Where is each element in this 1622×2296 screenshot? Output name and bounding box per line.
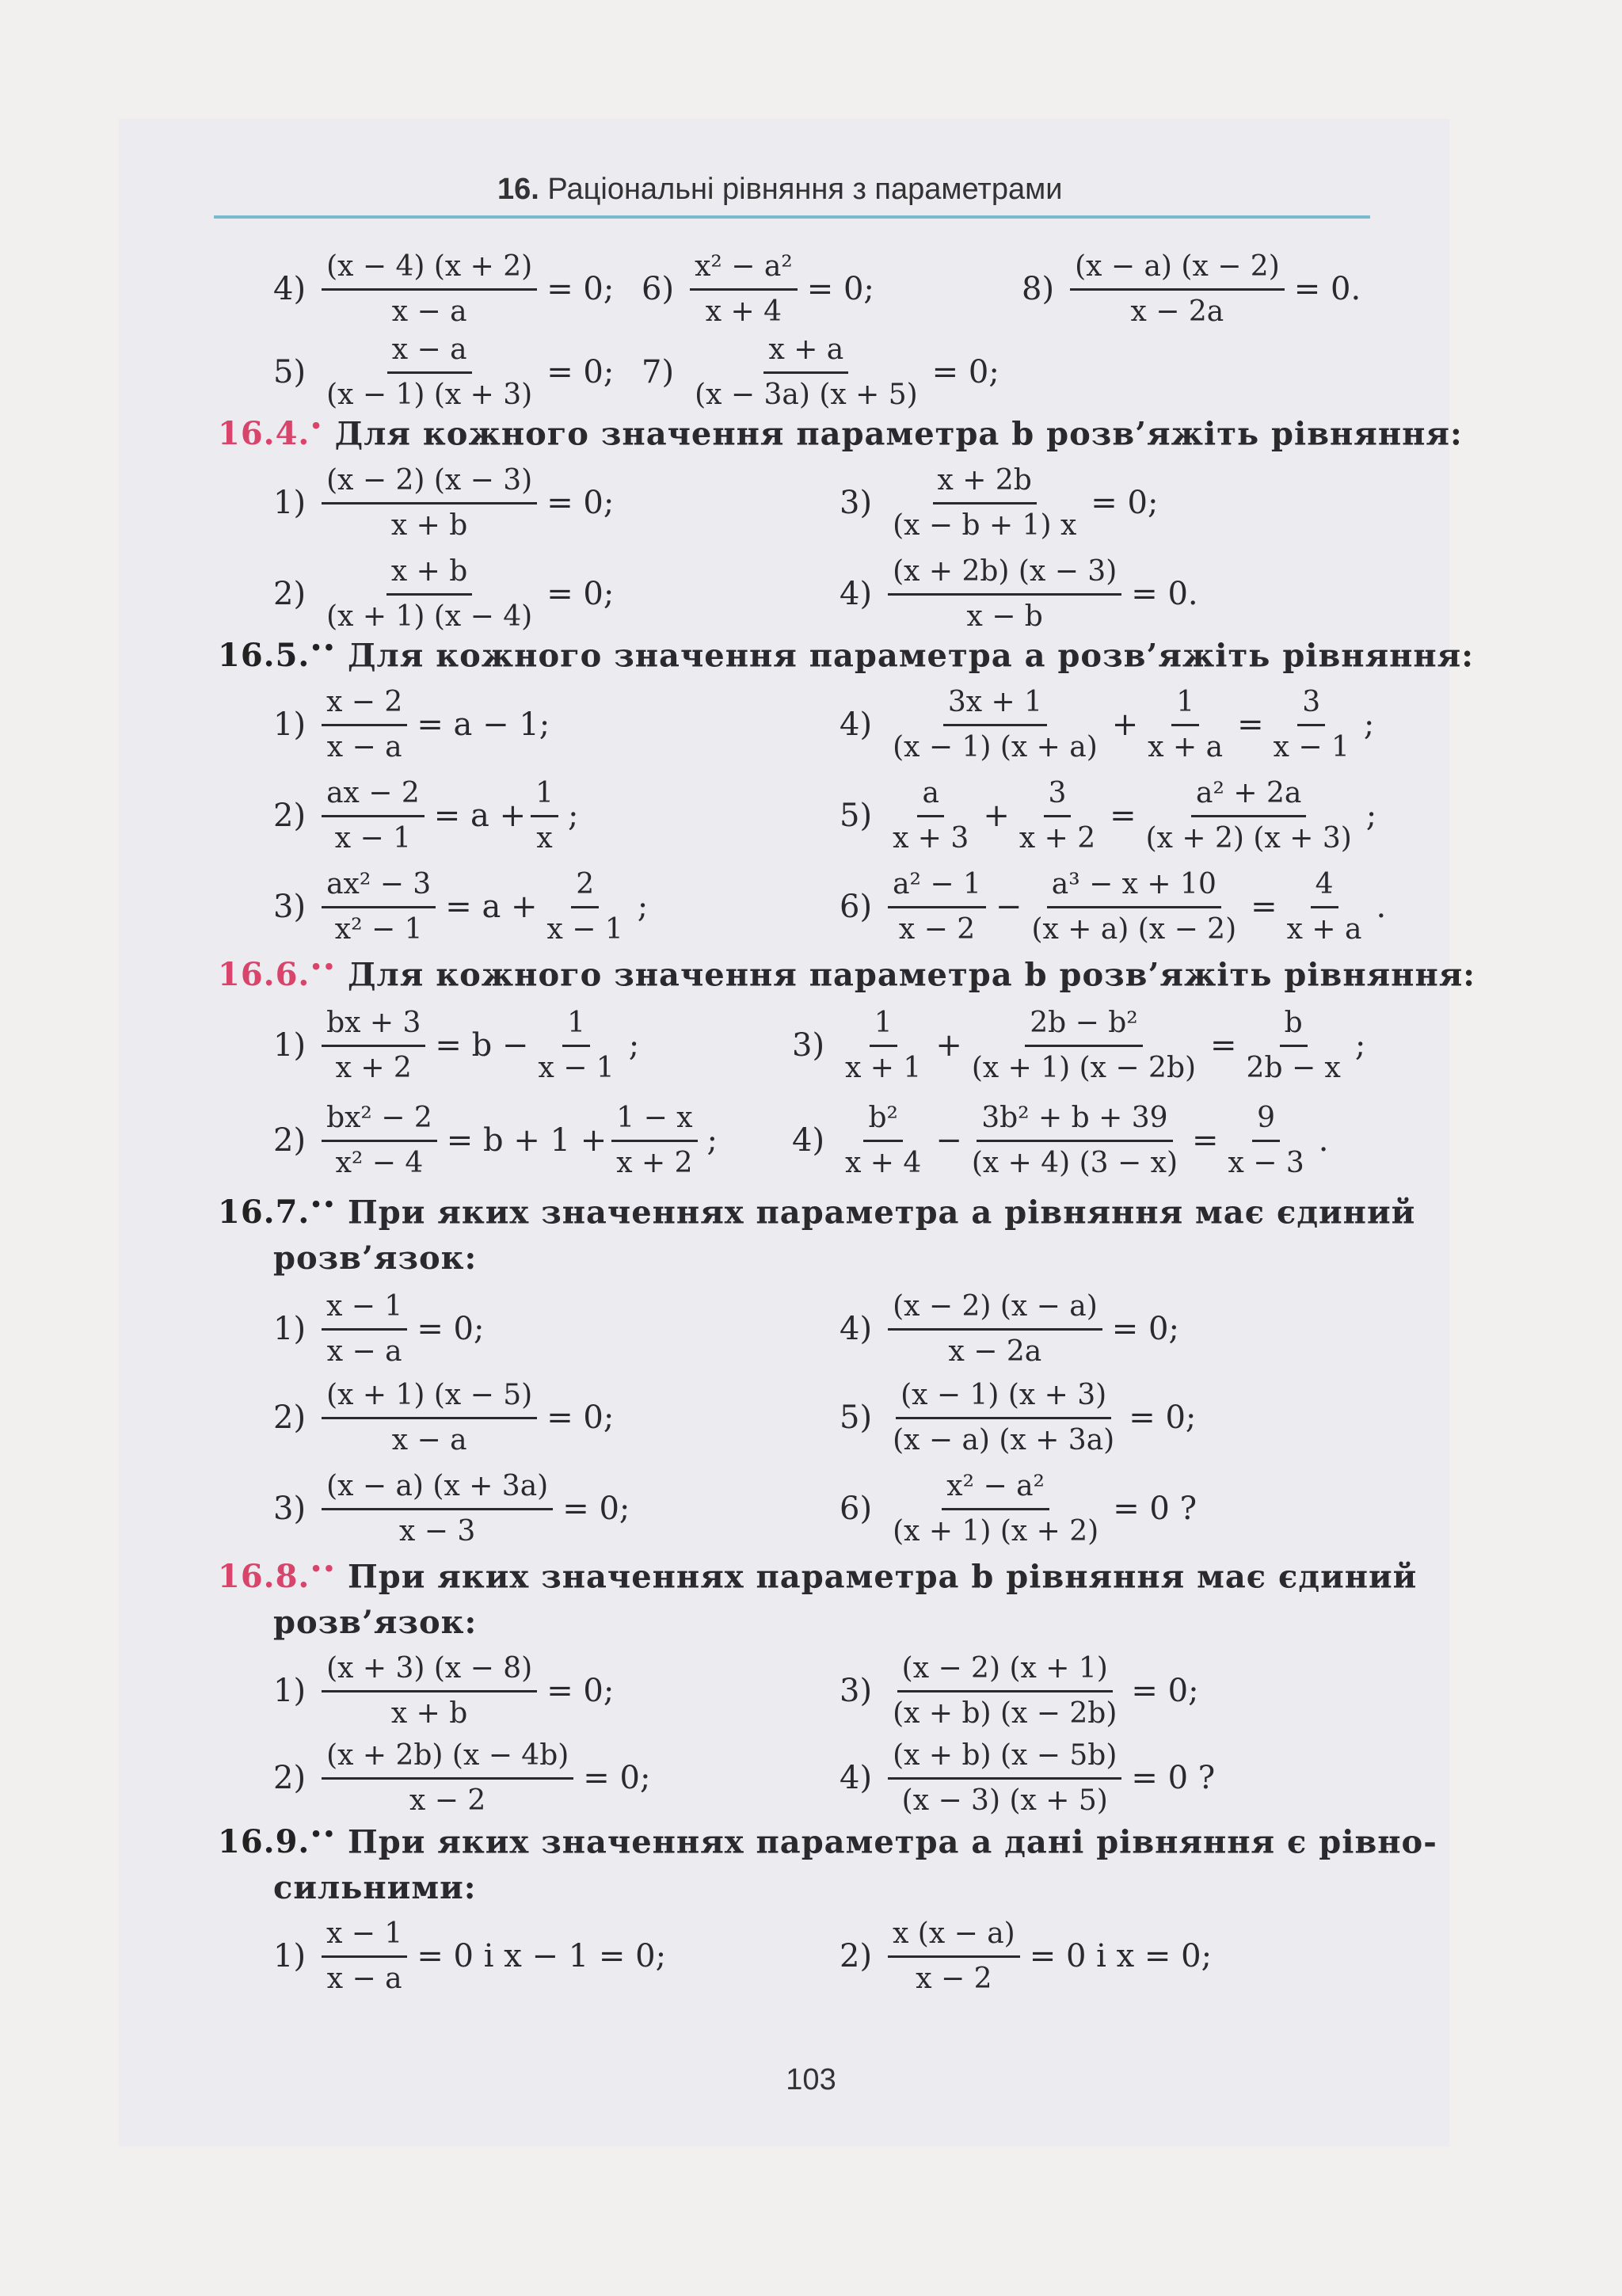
equation-item (840, 859, 1386, 954)
problem-number: 16.9.•• (218, 1823, 337, 1861)
problem-heading-16-9 (218, 1823, 1437, 1871)
denominator: (x − 1) (x + 3) (326, 378, 533, 411)
numerator: x − 1 (322, 1289, 407, 1331)
equation-item (840, 546, 1198, 642)
equation-row (0, 768, 1622, 863)
numerator: (x − a) (x − 2) (1070, 249, 1285, 291)
equation-tail: + (983, 798, 1010, 834)
denominator: x² − 1 (334, 912, 423, 946)
fraction (888, 1916, 1020, 1997)
equation-number: 2) (273, 1760, 307, 1796)
equation-tail: = 0. (1293, 271, 1361, 307)
problem-statement: При яких значеннях параметра a дані рівняння є рівно- (336, 1823, 1437, 1861)
fraction (322, 1100, 437, 1182)
fraction (543, 866, 628, 948)
equation-number: 4) (840, 1760, 873, 1796)
fraction (322, 684, 407, 766)
equation-number: 4) (273, 271, 307, 307)
numerator: x (x − a) (888, 1916, 1020, 1958)
equation-row (0, 546, 1622, 642)
equation-tail: = 0; (1129, 1399, 1197, 1436)
numerator: ax² − 3 (322, 866, 436, 908)
equation-number: 2) (840, 1938, 873, 1974)
problem-statement: При яких значеннях параметра a рівняння має єдиний (336, 1194, 1416, 1232)
fraction (888, 554, 1121, 635)
denominator: x − 1 (538, 1051, 615, 1084)
equation-tail: ; (706, 1122, 718, 1159)
fraction (1269, 684, 1354, 766)
numerator: (x + 1) (x − 5) (322, 1377, 537, 1419)
denominator: x + 2 (616, 1146, 693, 1179)
fraction (322, 1916, 407, 1997)
numerator: 1 (1171, 684, 1199, 726)
denominator: x − 1 (334, 821, 412, 855)
equation-tail: ; (637, 889, 649, 925)
fraction (322, 554, 537, 635)
section-title (497, 173, 1062, 207)
numerator: (x − 2) (x − 3) (322, 463, 537, 505)
denominator: x − 2a (948, 1335, 1042, 1368)
equation-item (840, 1731, 1215, 1826)
equation-number: 5) (273, 354, 307, 390)
problem-statement-continuation: розв’язок: (273, 1604, 478, 1641)
fraction (611, 1100, 697, 1182)
equation-number: 3) (273, 889, 307, 925)
equation-tail: = 0; (931, 354, 999, 390)
equation-number: 6) (840, 1491, 873, 1527)
numerator: b (1280, 1005, 1308, 1047)
fraction (322, 1289, 407, 1370)
equation-item (642, 242, 874, 337)
equation-tail: = a − 1; (417, 706, 550, 743)
equation-number: 1) (273, 1311, 307, 1347)
equation-number: 1) (273, 1673, 307, 1709)
fraction (888, 684, 1102, 766)
denominator: x + 1 (845, 1051, 922, 1084)
problem-statement: Для кожного значення параметра a розв’яжіть рівняння: (336, 637, 1474, 675)
equation-item (273, 1909, 666, 2004)
equation-tail: = (1210, 1027, 1237, 1064)
problem-heading-16-6 (218, 956, 1475, 1003)
equation-number: 4) (840, 576, 873, 612)
fraction (1070, 249, 1285, 330)
denominator: x + b (390, 1696, 468, 1730)
equation-item (273, 1461, 630, 1556)
equation-item (840, 1643, 1199, 1738)
equation-tail: ; (1363, 706, 1375, 743)
denominator: x − 1 (1273, 730, 1350, 763)
numerator: 4 (1311, 866, 1338, 908)
difficulty-mark: •• (310, 1558, 337, 1581)
fraction (322, 1377, 537, 1459)
problem-number: 16.4.• (218, 415, 323, 453)
equation-tail: = (1110, 798, 1137, 834)
equation-number: 1) (273, 485, 307, 521)
problem-statement: Для кожного значення параметра b розв’яжіть рівняння: (336, 956, 1476, 994)
denominator: x − 2a (1130, 295, 1224, 328)
equation-tail: = 0; (546, 485, 615, 521)
denominator: (x − 3) (x + 5) (901, 1784, 1108, 1817)
numerator: 9 (1252, 1100, 1280, 1142)
denominator: x + 2 (1019, 821, 1096, 855)
fraction (690, 249, 798, 330)
fraction (322, 332, 537, 413)
equation-item (273, 546, 614, 642)
equation-tail: ; (568, 798, 579, 834)
numerator: (x − 1) (x + 3) (896, 1377, 1111, 1419)
equation-row (0, 325, 1622, 420)
equation-tail: = b − (435, 1027, 529, 1064)
equation-item (642, 325, 999, 420)
denominator: (x + 1) (x − 2b) (971, 1051, 1197, 1084)
problem-number: 16.5.•• (218, 637, 337, 675)
equation-tail: = 0; (1131, 1673, 1199, 1709)
equation-row (0, 998, 1622, 1093)
equation-item (1022, 242, 1361, 337)
problem-heading-16-8 (218, 1558, 1417, 1605)
equation-number: 2) (273, 1399, 307, 1436)
equation-tail: = 0 і x = 0; (1029, 1938, 1213, 1974)
fraction (840, 1100, 926, 1182)
numerator: 2 (571, 866, 599, 908)
problem-number: 16.8.•• (218, 1558, 337, 1596)
equation-tail: = 0; (417, 1311, 485, 1347)
fraction (531, 775, 558, 857)
fraction (1143, 684, 1228, 766)
fraction (1224, 1100, 1309, 1182)
fraction (322, 1738, 573, 1819)
equation-item (840, 1909, 1212, 2004)
numerator: b² (863, 1100, 902, 1142)
denominator: x − 2 (409, 1784, 486, 1817)
fraction (888, 1377, 1119, 1459)
equation-number: 3) (273, 1491, 307, 1527)
equation-item (273, 768, 579, 863)
numerator: 1 (531, 775, 558, 817)
equation-tail: = 0. (1131, 576, 1198, 612)
numerator: (x + 3) (x − 8) (322, 1651, 537, 1692)
fraction (690, 332, 923, 413)
fraction (322, 1468, 553, 1550)
equation-item (840, 677, 1374, 772)
equation-row (0, 1370, 1622, 1465)
denominator: (x + 4) (3 − x) (971, 1146, 1178, 1179)
numerator: (x + 2b) (x − 4b) (322, 1738, 573, 1780)
equation-row (0, 1461, 1622, 1556)
numerator: x + 2b (933, 463, 1037, 505)
denominator: (x + 1) (x + 2) (893, 1514, 1099, 1548)
numerator: 1 (870, 1005, 897, 1047)
numerator: 3 (1044, 775, 1072, 817)
equation-tail: = 0; (546, 271, 615, 307)
equation-tail: = 0; (546, 576, 615, 612)
equation-row (0, 1281, 1622, 1376)
fraction (888, 1468, 1103, 1550)
equation-number: 1) (273, 1027, 307, 1064)
denominator: x − 2 (916, 1962, 992, 1995)
equation-item (840, 768, 1376, 863)
equation-row (0, 455, 1622, 550)
denominator: (x + 2) (x + 3) (1145, 821, 1352, 855)
section-number: 16. (497, 173, 539, 206)
equation-number: 2) (273, 576, 307, 612)
problem-statement-continuation: розв’язок: (273, 1239, 478, 1277)
equation-tail: ; (1365, 798, 1377, 834)
equation-tail: + (1111, 706, 1139, 743)
denominator: x + a (1286, 912, 1362, 946)
section-title-text: Раціональні рівняння з параметрами (547, 173, 1063, 206)
equation-tail: = 0; (562, 1491, 630, 1527)
fraction (888, 866, 986, 948)
equation-tail: = (1237, 706, 1264, 743)
denominator: x + a (1148, 730, 1224, 763)
fraction (888, 1651, 1121, 1732)
equation-row (0, 1093, 1622, 1188)
denominator: (x − a) (x + 3a) (893, 1423, 1115, 1456)
numerator: x − 2 (322, 684, 407, 726)
equation-item (273, 998, 639, 1093)
fraction (1242, 1005, 1346, 1087)
fraction (888, 1738, 1121, 1819)
equation-item (273, 677, 550, 772)
numerator: x − 1 (322, 1916, 407, 1958)
equation-tail: = 0; (1091, 485, 1159, 521)
numerator: a (917, 775, 943, 817)
numerator: (x − 2) (x − a) (888, 1289, 1102, 1331)
denominator: x − a (326, 730, 402, 763)
equation-tail: = 0; (546, 1399, 615, 1436)
denominator: x − a (391, 1423, 467, 1456)
equation-tail: = 0 і x − 1 = 0; (417, 1938, 667, 1974)
equation-row (0, 859, 1622, 954)
equation-number: 3) (792, 1027, 825, 1064)
equation-row (0, 1731, 1622, 1826)
numerator: x + b (386, 554, 472, 596)
equation-tail: ; (628, 1027, 640, 1064)
fraction (322, 1651, 537, 1732)
problem-number: 16.7.•• (218, 1194, 337, 1232)
numerator: (x − 2) (x + 1) (897, 1651, 1113, 1692)
denominator: x − a (391, 295, 467, 328)
equation-number: 1) (273, 706, 307, 743)
equation-row (0, 1643, 1622, 1738)
numerator: bx² − 2 (322, 1100, 437, 1142)
difficulty-mark: • (310, 415, 323, 438)
equation-number: 4) (792, 1122, 825, 1159)
numerator: a³ − x + 10 (1047, 866, 1221, 908)
problem-statement: При яких значеннях параметра b рівняння має єдиний (336, 1558, 1418, 1596)
equation-item (273, 1731, 650, 1826)
fraction (1015, 775, 1100, 857)
equation-number: 4) (840, 706, 873, 743)
fraction (1282, 866, 1367, 948)
equation-tail: = 0; (806, 271, 874, 307)
equation-item (273, 859, 648, 954)
equation-item (840, 455, 1158, 550)
equation-number: 7) (642, 354, 675, 390)
denominator: 2b − x (1246, 1051, 1341, 1084)
fraction (322, 249, 537, 330)
denominator: x − 3 (1228, 1146, 1304, 1179)
running-header (214, 166, 1370, 230)
numerator: a² − 1 (888, 866, 986, 908)
equation-item (840, 1370, 1196, 1465)
equation-item (840, 1281, 1179, 1376)
problem-statement: Для кожного значення параметра b розв’яжіть рівняння: (322, 415, 1463, 453)
numerator: x − a (387, 332, 472, 374)
equation-number: 4) (840, 1311, 873, 1347)
denominator: (x − 1) (x + a) (893, 730, 1098, 763)
denominator: x + b (390, 508, 468, 542)
equation-tail: = a + (445, 889, 538, 925)
equation-item (273, 1370, 614, 1465)
equation-tail: = b + 1 + (446, 1122, 607, 1159)
fraction (533, 1005, 619, 1087)
fraction (322, 463, 537, 544)
equation-number: 3) (840, 485, 873, 521)
fraction (1141, 775, 1357, 857)
header-rule (214, 215, 1370, 219)
problem-heading-16-7 (218, 1194, 1415, 1241)
numerator: x² − a² (942, 1468, 1049, 1510)
page-number: 103 (786, 2063, 836, 2096)
equation-item (792, 1093, 1328, 1188)
equation-row (0, 1909, 1622, 2004)
denominator: x − 3 (399, 1514, 476, 1548)
numerator: (x − a) (x + 3a) (322, 1468, 553, 1510)
equation-tail: = 0; (1111, 1311, 1179, 1347)
equation-number: 2) (273, 1122, 307, 1159)
denominator: x − 1 (546, 912, 623, 946)
denominator: (x + a) (x − 2) (1031, 912, 1237, 946)
numerator: 3x + 1 (943, 684, 1047, 726)
numerator: 1 (562, 1005, 590, 1047)
equation-tail: = 0; (583, 1760, 651, 1796)
difficulty-mark: •• (310, 1194, 337, 1217)
denominator: x (536, 821, 553, 855)
numerator: 1 − x (611, 1100, 697, 1142)
numerator: (x − 4) (x + 2) (322, 249, 537, 291)
fraction (888, 775, 973, 857)
difficulty-mark: •• (310, 956, 337, 979)
equation-tail: − (935, 1122, 962, 1159)
equation-number: 6) (840, 889, 873, 925)
numerator: (x + b) (x − 5b) (888, 1738, 1121, 1780)
denominator: x + 3 (893, 821, 969, 855)
equation-item (273, 242, 614, 337)
equation-item (273, 325, 614, 420)
denominator: x² − 4 (335, 1146, 424, 1179)
equation-tail: ; (1354, 1027, 1366, 1064)
equation-row (0, 242, 1622, 337)
equation-tail: + (935, 1027, 962, 1064)
equation-number: 6) (642, 271, 675, 307)
fraction (967, 1005, 1201, 1087)
denominator: x + 4 (705, 295, 782, 328)
fraction (888, 1289, 1102, 1370)
denominator: (x − 3a) (x + 5) (695, 378, 918, 411)
numerator: (x + 2b) (x − 3) (888, 554, 1121, 596)
equation-item (273, 455, 614, 550)
equation-tail: = 0; (546, 1673, 615, 1709)
problem-number: 16.6.•• (218, 956, 337, 994)
denominator: x + 4 (845, 1146, 922, 1179)
equation-tail: = (1251, 889, 1277, 925)
numerator: x² − a² (690, 249, 798, 291)
equation-number: 2) (273, 798, 307, 834)
fraction (322, 1005, 425, 1087)
equation-tail: − (995, 889, 1022, 925)
denominator: x + 2 (335, 1051, 412, 1084)
equation-tail: . (1318, 1122, 1329, 1159)
equation-item (792, 998, 1365, 1093)
numerator: a² + 2a (1191, 775, 1306, 817)
equation-item (273, 1281, 484, 1376)
fraction (322, 866, 436, 948)
fraction (840, 1005, 926, 1087)
equation-item (840, 1461, 1197, 1556)
denominator: x − a (326, 1962, 402, 1995)
difficulty-mark: •• (310, 1823, 337, 1846)
fraction (1026, 866, 1241, 948)
numerator: 2b − b² (1025, 1005, 1142, 1047)
denominator: x − b (966, 600, 1043, 633)
denominator: x − 2 (898, 912, 976, 946)
equation-tail: = (1191, 1122, 1219, 1159)
difficulty-mark: •• (310, 637, 337, 660)
denominator: x − a (326, 1335, 402, 1368)
fraction (967, 1100, 1182, 1182)
equation-item (273, 1093, 718, 1188)
fraction (322, 775, 425, 857)
denominator: (x + 1) (x − 4) (326, 600, 533, 633)
equation-tail: = a + (433, 798, 527, 834)
numerator: 3b² + b + 39 (977, 1100, 1172, 1142)
equation-row (0, 677, 1622, 772)
equation-tail: = 0 ? (1113, 1491, 1197, 1527)
equation-tail: . (1376, 889, 1387, 925)
equation-number: 3) (840, 1673, 873, 1709)
equation-number: 8) (1022, 271, 1055, 307)
numerator: bx + 3 (322, 1005, 425, 1047)
problem-statement-continuation: сильними: (273, 1869, 477, 1906)
equation-number: 5) (840, 1399, 873, 1436)
numerator: x + a (763, 332, 848, 374)
fraction (888, 463, 1081, 544)
equation-tail: = 0 ? (1131, 1760, 1216, 1796)
equation-number: 1) (273, 1938, 307, 1974)
equation-tail: = 0; (546, 354, 615, 390)
denominator: (x − b + 1) x (893, 508, 1077, 542)
denominator: (x + b) (x − 2b) (893, 1696, 1118, 1730)
equation-item (273, 1643, 614, 1738)
numerator: 3 (1297, 684, 1325, 726)
numerator: ax − 2 (322, 775, 425, 817)
equation-number: 5) (840, 798, 873, 834)
